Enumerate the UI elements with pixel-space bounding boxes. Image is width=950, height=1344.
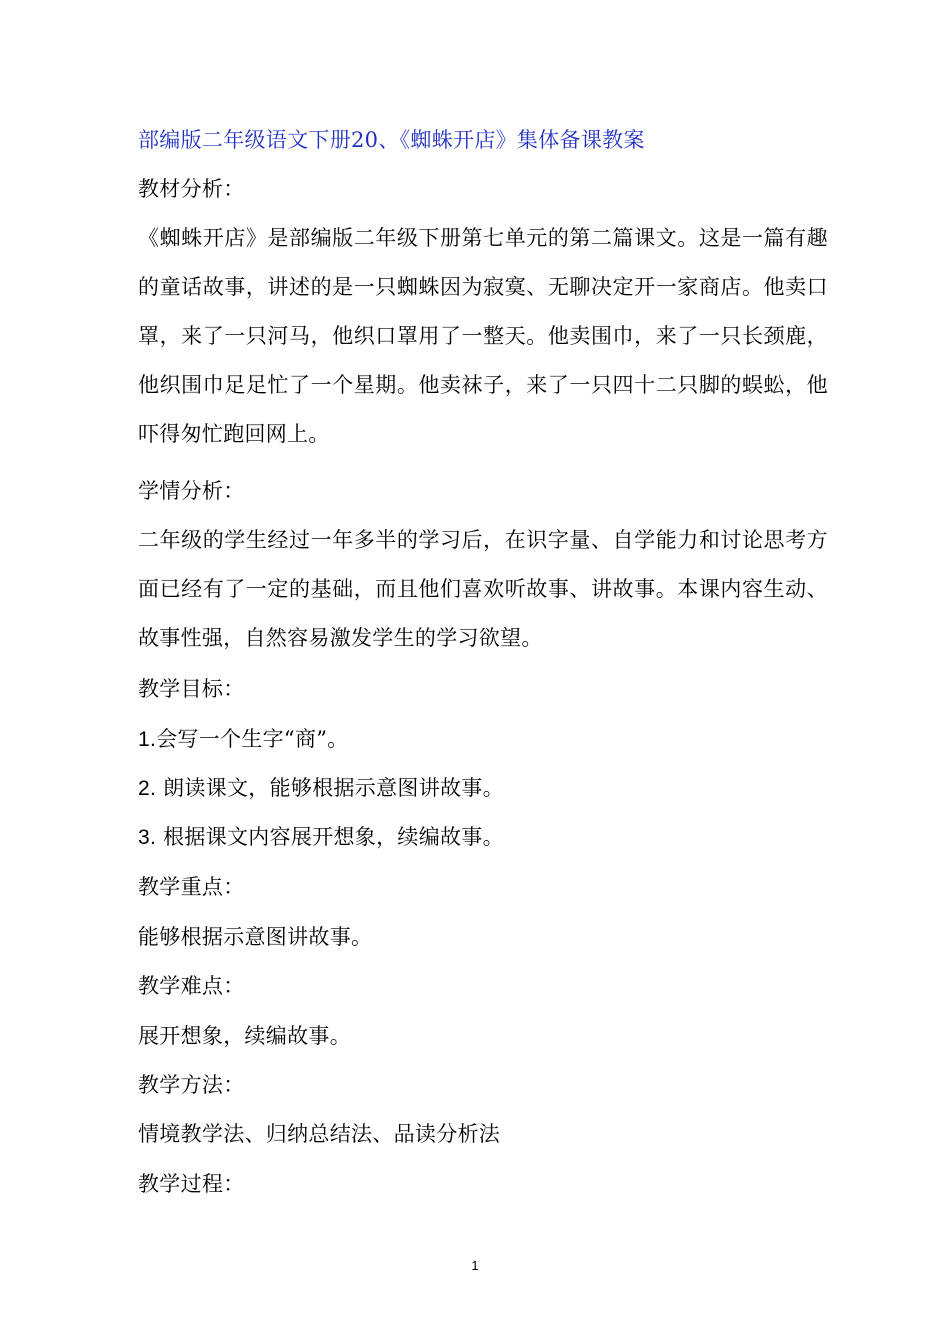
key-heading: 教学重点：: [138, 875, 245, 899]
method-body: 情境教学法、归纳总结法、品读分析法: [138, 1122, 501, 1146]
page-number: 1: [471, 1258, 479, 1273]
difficulty-body: 展开想象，续编故事。: [138, 1024, 351, 1048]
method-heading: 教学方法：: [138, 1073, 245, 1097]
student-body: 二年级的学生经过一年多半的学习后，在识字量、自学能力和讨论思考方面已经有了一定的基础，而且他们喜欢听故事、讲故事。本课内容生动、故事性强，自然容易激发学生的学习欲望。: [138, 528, 828, 650]
goal-item-1: [138, 725, 349, 754]
goal-number: 1.: [138, 728, 157, 751]
material-heading: 教材分析：: [138, 177, 245, 201]
goal-item-3: [138, 823, 504, 852]
process-heading: 教学过程：: [138, 1172, 245, 1196]
material-body: 《蜘蛛开店》是部编版二年级下册第七单元的第二篇课文。这是一篇有趣的童话故事，讲述的是一只蜘蛛因为寂寞、无聊决定开一家商店。他卖口罩，来了一只河马，他织口罩用了一整天。他卖围巾，来了一只长颈鹿，他织围巾足足忙了一个星期。他卖袜子，来了一只四十二只脚的蜈蚣，他吓得匆忙跑回网上。: [138, 226, 828, 446]
goal-number: 2.: [138, 777, 157, 800]
difficulty-heading: 教学难点：: [138, 974, 245, 998]
goal-number: 3.: [138, 826, 157, 849]
goal-text: 会写一个生字“商”。: [156, 727, 349, 751]
goal-item-2: [138, 774, 504, 803]
key-body: 能够根据示意图讲故事。: [138, 925, 373, 949]
goal-text: 根据课文内容展开想象，续编故事。: [156, 825, 504, 849]
goals-heading: 教学目标：: [138, 677, 245, 701]
document-title: 部编版二年级语文下册20、《蜘蛛开店》集体备课教案: [138, 128, 645, 152]
student-heading: 学情分析：: [138, 479, 245, 503]
goal-text: 朗读课文，能够根据示意图讲故事。: [156, 776, 504, 800]
